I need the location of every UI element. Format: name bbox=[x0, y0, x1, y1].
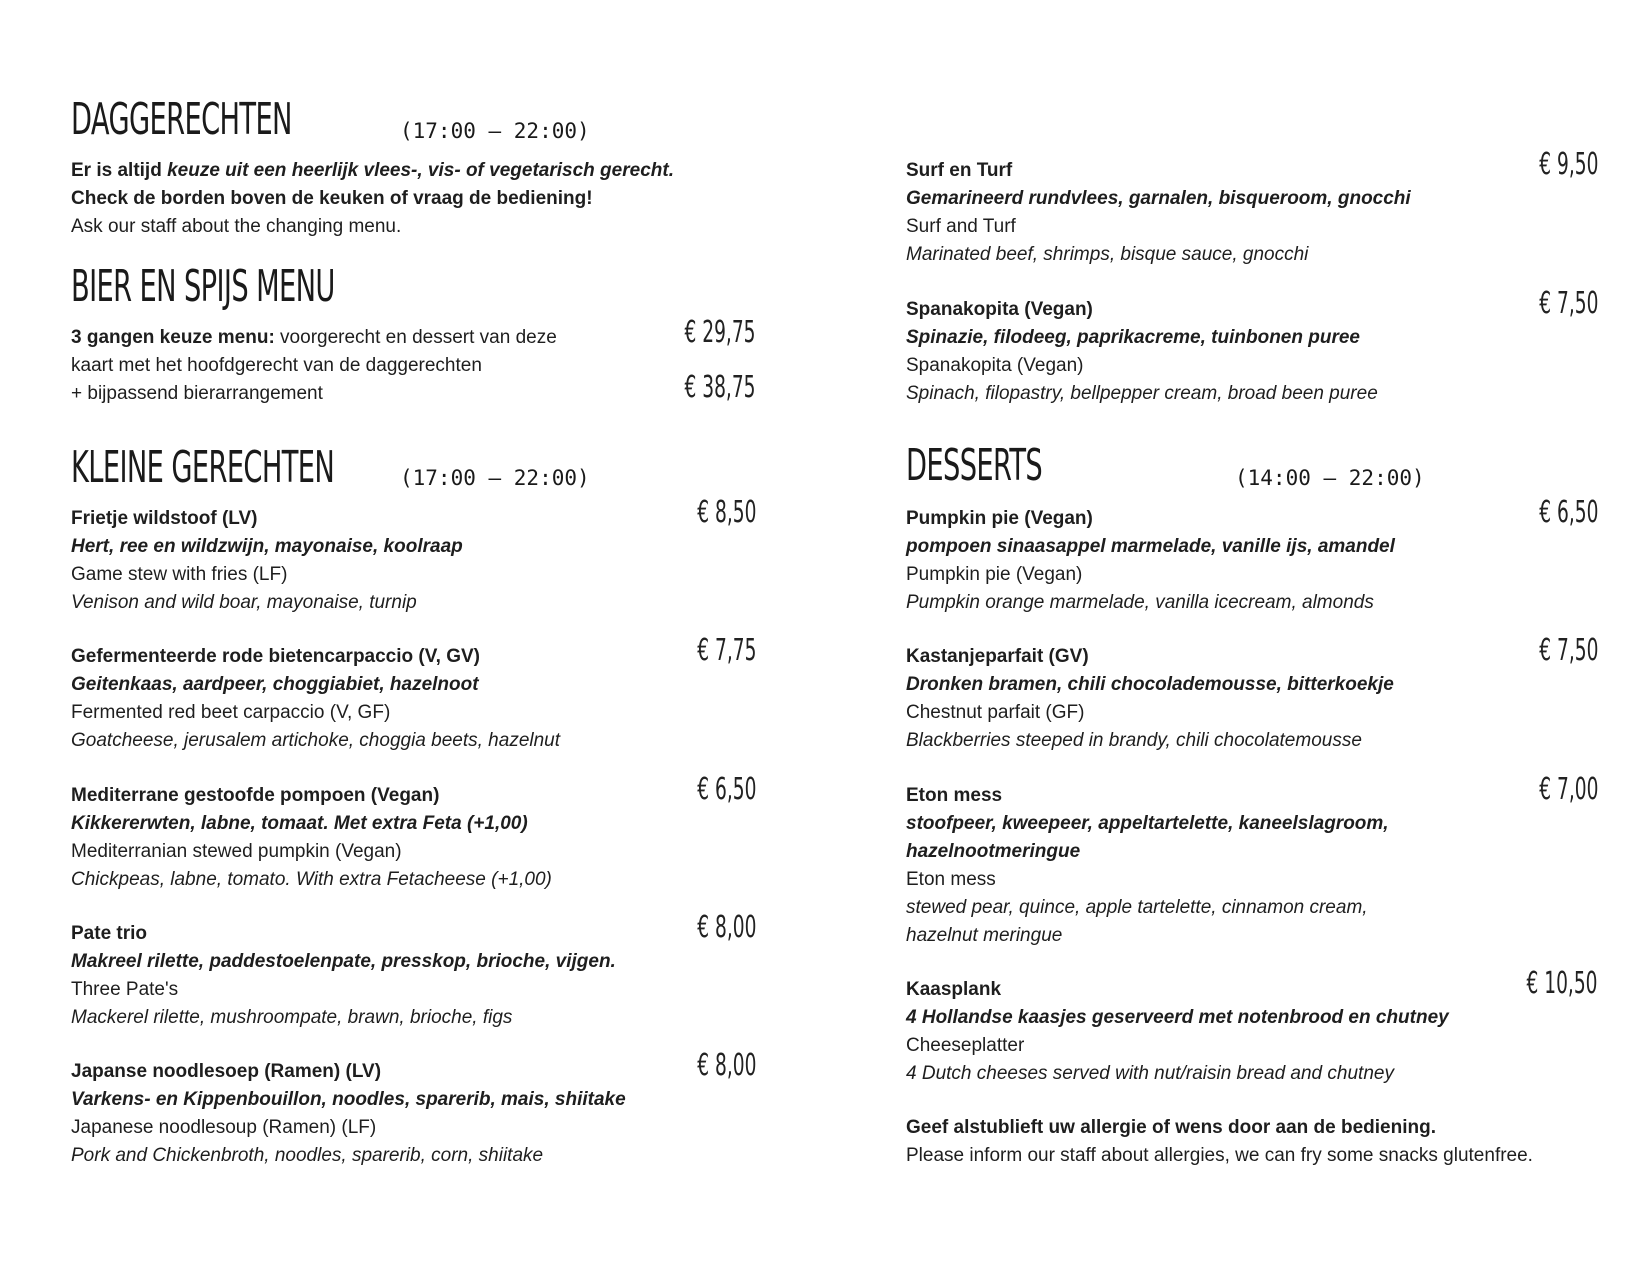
section-title-desserts: DESSERTS bbox=[906, 440, 1043, 491]
item-name-en: Fermented red beet carpaccio (V, GF) bbox=[71, 702, 391, 723]
section-title-bier-en-spijs: BIER EN SPIJS MENU bbox=[71, 261, 335, 312]
item-desc-nl: Makreel rilette, paddestoelenpate, presskop, brioche, vijgen. bbox=[71, 951, 616, 972]
menu-item bbox=[906, 505, 1395, 617]
item-desc-en: stewed pear, quince, apple tartelette, cinnamon cream, bbox=[906, 897, 1368, 918]
item-name-nl: Eton mess bbox=[906, 785, 1003, 806]
daggerechten-intro-line2: Check de borden boven de keuken of vraag de bediening! bbox=[71, 188, 593, 209]
section-title-kleine-gerechten: KLEINE GERECHTEN bbox=[71, 442, 335, 493]
menu-item bbox=[906, 643, 1394, 755]
item-price: € 7,50 bbox=[1538, 633, 1598, 668]
item-name-en: Three Pate's bbox=[71, 979, 179, 1000]
item-desc-en: Spinach, filopastry, bellpepper cream, broad been puree bbox=[906, 383, 1378, 404]
item-desc-en: Blackberries steeped in brandy, chili chocolatemousse bbox=[906, 730, 1362, 751]
item-name-nl: Pumpkin pie (Vegan) bbox=[906, 508, 1093, 529]
item-name-en: Eton mess bbox=[906, 869, 996, 890]
item-desc-en: Marinated beef, shrimps, bisque sauce, gnocchi bbox=[906, 244, 1309, 265]
menu-item bbox=[71, 643, 560, 755]
allergy-notice-en: Please inform our staff about allergies, we can fry some snacks glutenfree. bbox=[906, 1145, 1533, 1166]
section-hours-desserts: (14:00 – 22:00) bbox=[1235, 466, 1425, 490]
menu-item bbox=[71, 782, 552, 894]
item-desc-en-cont: hazelnut meringue bbox=[906, 925, 1063, 946]
item-price: € 6,50 bbox=[1538, 495, 1598, 530]
item-name-nl: Japanse noodlesoep (Ramen) (LV) bbox=[71, 1061, 382, 1082]
price-bier-arrangement: € 38,75 bbox=[685, 370, 756, 405]
daggerechten-intro-line3: Ask our staff about the changing menu. bbox=[71, 216, 402, 237]
item-price: € 8,00 bbox=[696, 1048, 756, 1083]
item-desc-nl: Hert, ree en wildzwijn, mayonaise, koolraap bbox=[71, 536, 463, 557]
item-desc-en: Pumpkin orange marmelade, vanilla icecream, almonds bbox=[906, 592, 1374, 613]
item-desc-nl: Varkens- en Kippenbouillon, noodles, sparerib, mais, shiitake bbox=[71, 1089, 626, 1110]
item-price: € 6,50 bbox=[696, 772, 756, 807]
menu-item bbox=[906, 296, 1378, 408]
item-desc-nl: Dronken bramen, chili chocolademousse, bitterkoekje bbox=[906, 674, 1394, 695]
item-name-en: Mediterranian stewed pumpkin (Vegan) bbox=[71, 841, 402, 862]
item-desc-nl: pompoen sinaasappel marmelade, vanille ijs, amandel bbox=[906, 536, 1395, 557]
item-price: € 7,75 bbox=[696, 633, 756, 668]
menu-item bbox=[906, 157, 1411, 269]
item-name-en: Japanese noodlesoup (Ramen) (LF) bbox=[71, 1117, 377, 1138]
item-desc-nl: Kikkererwten, labne, tomaat. Met extra Feta (+1,00) bbox=[71, 813, 528, 834]
item-desc-nl: Spinazie, filodeeg, paprikacreme, tuinbonen puree bbox=[906, 327, 1360, 348]
bier-menu-text: voorgerecht en dessert van deze bbox=[274, 327, 557, 348]
item-price: € 7,00 bbox=[1538, 772, 1598, 807]
item-name-nl: Pate trio bbox=[71, 923, 148, 944]
item-desc-en: Venison and wild boar, mayonaise, turnip bbox=[71, 592, 417, 613]
item-name-nl: Surf en Turf bbox=[906, 160, 1013, 181]
daggerechten-intro-line1 bbox=[71, 157, 674, 185]
item-name-nl: Spanakopita (Vegan) bbox=[906, 299, 1093, 320]
allergy-notice-nl: Geef alstublieft uw allergie of wens door aan de bediening. bbox=[906, 1117, 1436, 1138]
item-price: € 10,50 bbox=[1527, 966, 1598, 1001]
item-name-en: Game stew with fries (LF) bbox=[71, 564, 288, 585]
item-name-nl: Kaasplank bbox=[906, 979, 1002, 1000]
menu-item bbox=[71, 1058, 626, 1170]
item-desc-nl: stoofpeer, kweepeer, appeltartelette, kaneelslagroom, bbox=[906, 813, 1389, 834]
item-name-nl: Kastanjeparfait (GV) bbox=[906, 646, 1089, 667]
intro-bold-text: Er is altijd bbox=[71, 160, 168, 181]
menu-item bbox=[71, 505, 463, 617]
item-price: € 8,50 bbox=[696, 495, 756, 530]
item-desc-en: 4 Dutch cheeses served with nut/raisin bread and chutney bbox=[906, 1063, 1394, 1084]
menu-item bbox=[71, 920, 616, 1032]
item-desc-nl: 4 Hollandse kaasjes geserveerd met notenbrood en chutney bbox=[906, 1007, 1449, 1028]
intro-bolditalic-text: keuze uit een heerlijk vlees-, vis- of vegetarisch gerecht. bbox=[167, 160, 674, 181]
menu-item bbox=[906, 976, 1449, 1088]
item-price: € 9,50 bbox=[1538, 147, 1598, 182]
menu-item bbox=[906, 782, 1389, 950]
item-desc-en: Mackerel rilette, mushroompate, brawn, brioche, figs bbox=[71, 1007, 513, 1028]
bier-menu-line3: + bijpassend bierarrangement bbox=[71, 383, 323, 404]
item-name-en: Surf and Turf bbox=[906, 216, 1016, 237]
bier-menu-line2: kaart met het hoofdgerecht van de daggerechten bbox=[71, 355, 482, 376]
item-name-nl: Frietje wildstoof (LV) bbox=[71, 508, 258, 529]
item-name-en: Pumpkin pie (Vegan) bbox=[906, 564, 1083, 585]
item-price: € 7,50 bbox=[1538, 286, 1598, 321]
item-desc-en: Goatcheese, jerusalem artichoke, choggia beets, hazelnut bbox=[71, 730, 561, 751]
item-name-en: Spanakopita (Vegan) bbox=[906, 355, 1084, 376]
item-name-nl: Gefermenteerde rode bietencarpaccio (V, GV) bbox=[71, 646, 481, 667]
item-desc-en: Pork and Chickenbroth, noodles, sparerib, corn, shiitake bbox=[71, 1145, 544, 1166]
section-hours-kleine-gerechten: (17:00 – 22:00) bbox=[400, 466, 590, 490]
item-name-en: Chestnut parfait (GF) bbox=[906, 702, 1085, 723]
item-desc-nl-cont: hazelnootmeringue bbox=[906, 841, 1081, 862]
item-price: € 8,00 bbox=[696, 910, 756, 945]
item-desc-nl: Geitenkaas, aardpeer, choggiabiet, hazelnoot bbox=[71, 674, 479, 695]
bier-menu-line1 bbox=[71, 324, 557, 352]
bier-menu-label: 3 gangen keuze menu: bbox=[71, 327, 275, 348]
item-name-en: Cheeseplatter bbox=[906, 1035, 1025, 1056]
price-bier-menu: € 29,75 bbox=[685, 315, 756, 350]
section-hours-daggerechten: (17:00 – 22:00) bbox=[400, 119, 590, 143]
item-desc-nl: Gemarineerd rundvlees, garnalen, bisqueroom, gnocchi bbox=[906, 188, 1411, 209]
item-desc-en: Chickpeas, labne, tomato. With extra Fetacheese (+1,00) bbox=[71, 869, 552, 890]
item-name-nl: Mediterrane gestoofde pompoen (Vegan) bbox=[71, 785, 440, 806]
section-title-daggerechten: DAGGERECHTEN bbox=[71, 94, 292, 145]
